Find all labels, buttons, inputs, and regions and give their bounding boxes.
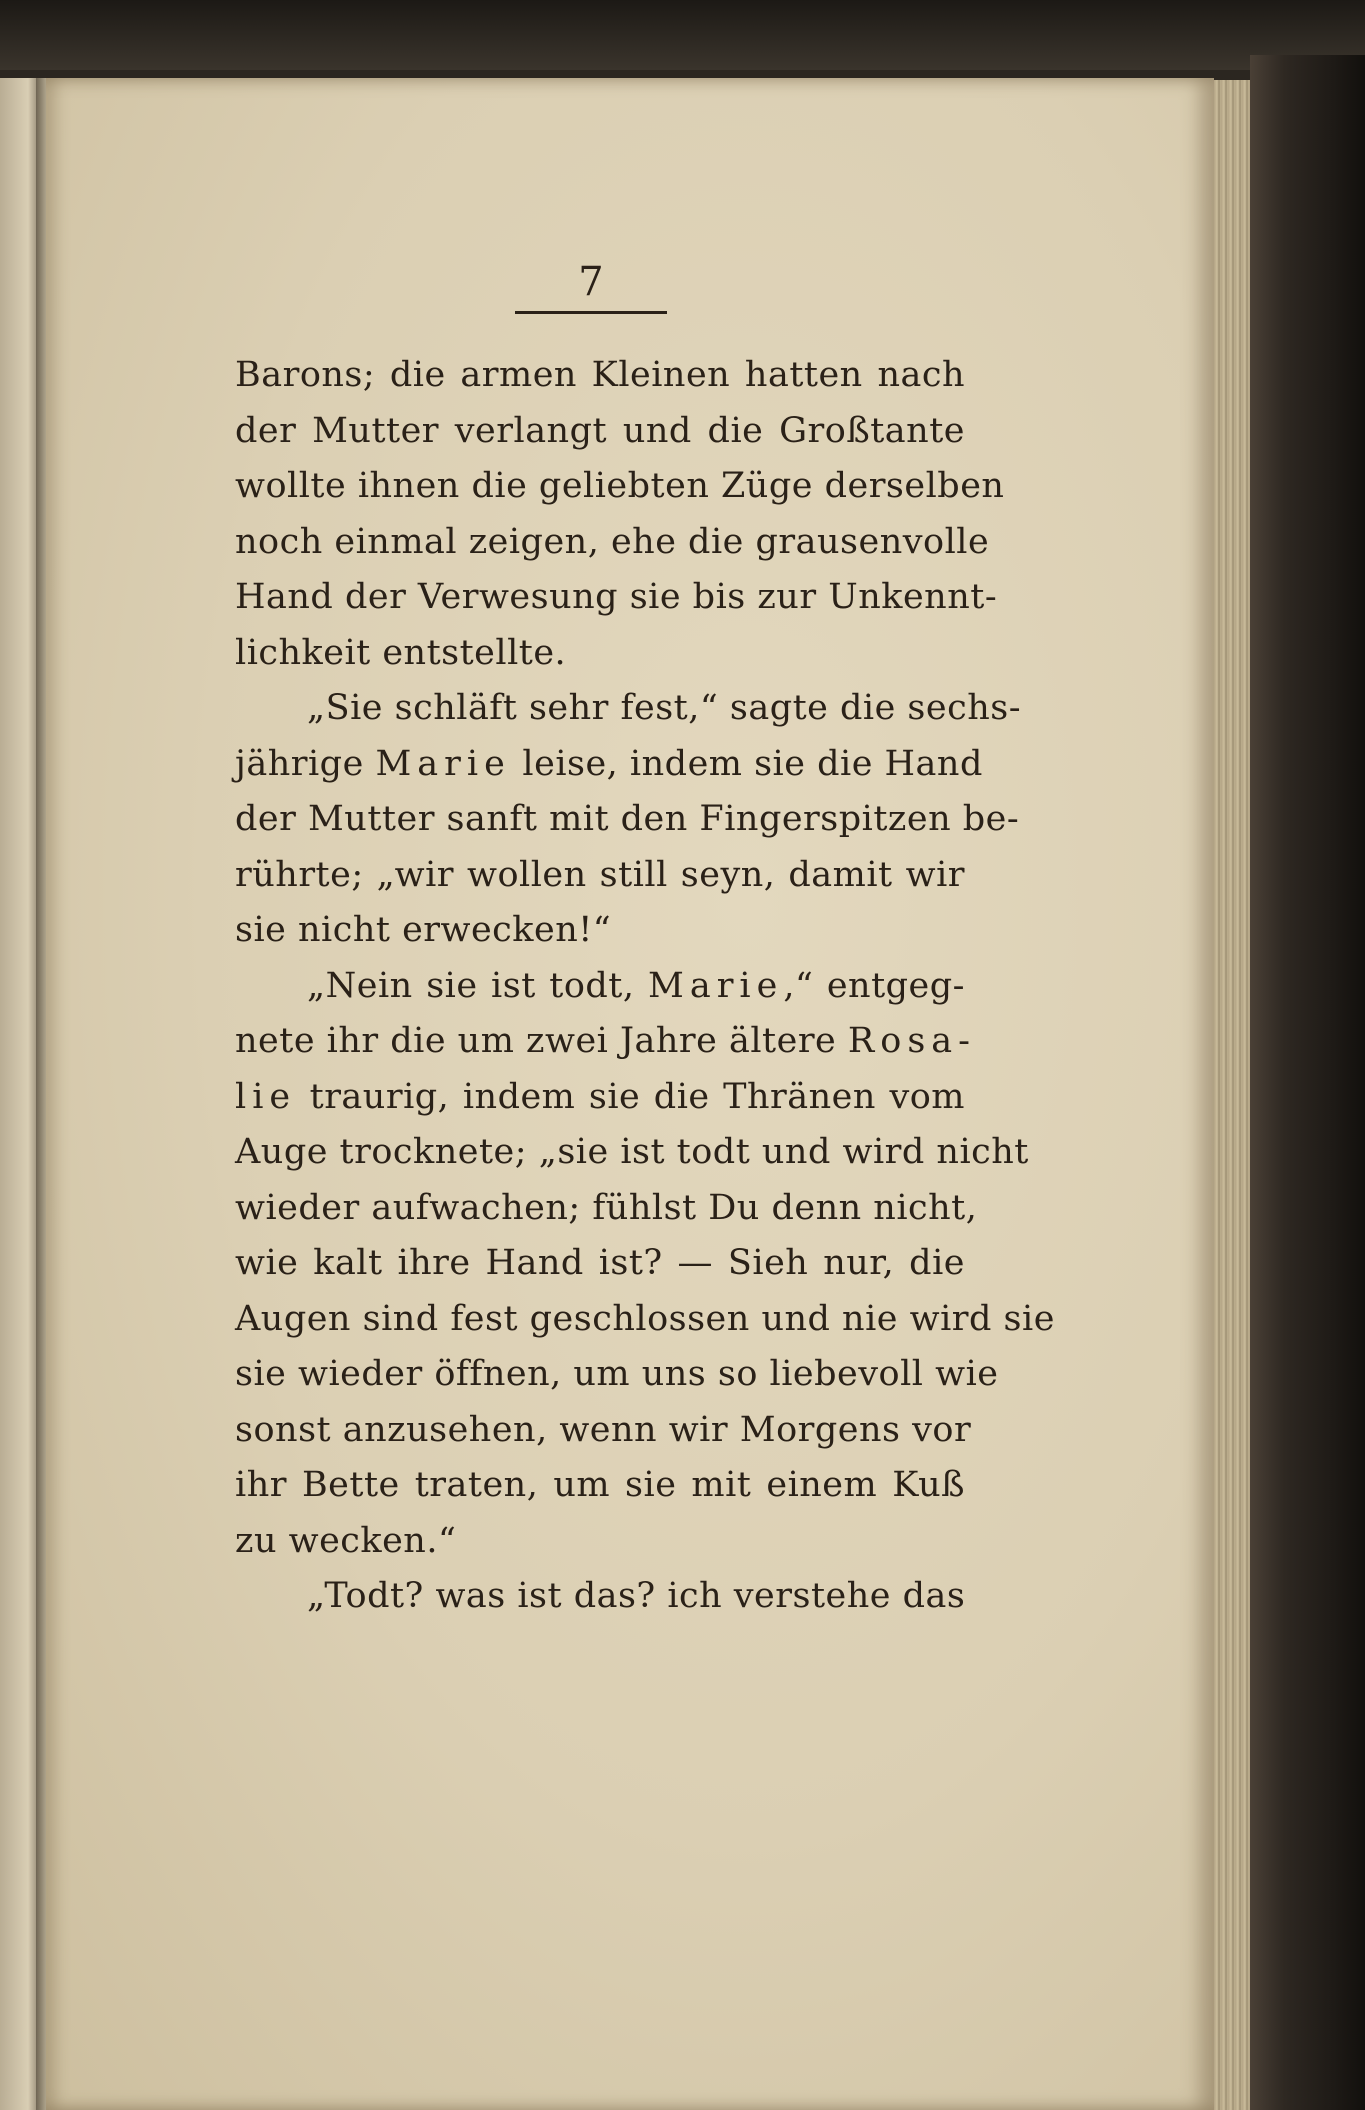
text-line: nete ihr die um zwei Jahre ältere Rosa- bbox=[235, 1021, 976, 1061]
text-line: „Todt? was ist das? ich verstehe das bbox=[307, 1576, 966, 1616]
name-marie: Marie bbox=[647, 965, 784, 1006]
facing-page-edge bbox=[0, 78, 40, 2110]
text-line: rührte; „wir wollen still seyn, damit wir bbox=[235, 854, 965, 895]
text-line: wollte ihnen die geliebten Züge derselben bbox=[235, 466, 1005, 506]
name-marie: Marie bbox=[375, 743, 511, 784]
name-rosalie: lie bbox=[235, 1076, 297, 1117]
name-rosalie: Rosa- bbox=[847, 1021, 976, 1061]
book-cover-top bbox=[0, 0, 1365, 70]
text-line: jährige Marie leise, indem sie die Hand bbox=[235, 743, 983, 784]
page-text bbox=[235, 348, 1055, 1625]
text-line: Auge trocknete; „sie ist todt und wird nicht bbox=[235, 1132, 1029, 1172]
text-line: sonst anzusehen, wenn wir Morgens vor bbox=[235, 1409, 972, 1450]
page-number-rule bbox=[515, 311, 667, 314]
text-line: Hand der Verwesung sie bis zur Unkennt- bbox=[235, 577, 998, 617]
text-line: wieder aufwachen; fühlst Du denn nicht, bbox=[235, 1187, 978, 1228]
text-line: sie wieder öffnen, um uns so liebevoll wie bbox=[235, 1354, 999, 1394]
text-line: lichkeit entstellte. bbox=[235, 632, 567, 673]
text-line: wie kalt ihre Hand ist? — Sieh nur, die bbox=[235, 1243, 965, 1283]
text-line: sie nicht erwecken!“ bbox=[235, 910, 612, 950]
text-line: Augen sind fest geschlossen und nie wird sie bbox=[235, 1298, 1055, 1339]
text-line: der Mutter verlangt und die Großtante bbox=[235, 410, 965, 451]
text-line: „Sie schläft sehr fest,“ sagte die sechs- bbox=[307, 688, 1022, 728]
book-spine bbox=[1250, 55, 1365, 2110]
text-line: noch einmal zeigen, ehe die grausenvolle bbox=[235, 521, 990, 562]
text-line: zu wecken.“ bbox=[235, 1520, 457, 1561]
page-stack-edges bbox=[1214, 80, 1252, 2110]
text-line: ihr Bette traten, um sie mit einem Kuß bbox=[235, 1465, 965, 1505]
text-line: „Nein sie ist todt, Marie,“ entgeg- bbox=[307, 965, 966, 1006]
text-line: lie traurig, indem sie die Thränen vom bbox=[235, 1076, 965, 1117]
text-line: der Mutter sanft mit den Fingerspitzen be- bbox=[235, 799, 1020, 839]
text-line: Barons; die armen Kleinen hatten nach bbox=[235, 355, 965, 395]
page-number: 7 bbox=[578, 259, 604, 305]
